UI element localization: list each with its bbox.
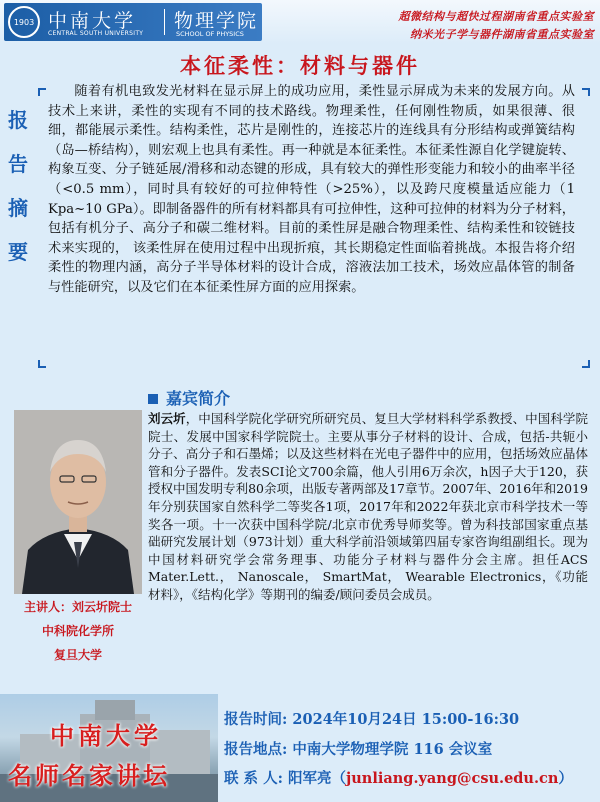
speaker-bio-text: ，中国科学院化学研究所研究员、复旦大学材料科学系教授、中国科学院院士、发展中国家科学院院士。主要从事分子材料的设计、合成，包括-共轭小分子、高分子和石墨烯；以及这些材料在光电子器件中的应用，包括场效应晶体管和分子器件。发表SCI论文700余篇，他人引用6万余次，h因子大于120，获授权中国发明专利80余项，出版专著两部及17章节。2007年、2016年和2019年分别获国家自然科学二等奖各1项，2017年和2022年获北京市科学技术一等奖各一项。十一次获中国科学院/北京市优秀导师奖等。曾为科技部国家重点基础研究发展计划（973计划）重大科学前沿领域第四届专家咨询组副组长。现为中国材料研究学会常务理事、功能分子材料与器件分会主席。担任ACS Mater.Lett.， Nanoscale， SmartMat， Wearable Electronics，《功能材料》，《结构化学》等期刊的编委/顾问委员会成员。 — [148, 411, 588, 602]
speaker-title: 主讲人：刘云圻院士 — [23, 600, 132, 614]
side-char-4: 要 — [8, 240, 28, 264]
abstract-text: 随着有机电致发光材料在显示屏上的成功应用，柔性显示屏成为未来的发展方向。从技术上来讲，柔性的实现有不同的技术路线。物理柔性，任何刚性物质，如果很薄、很细，都能展示柔性。结构柔性，芯片是刚性的，连接芯片的连线具有分形结构或弹簧结构（岛—桥结构），则宏观上也具有柔性。再一种就是本征柔性。本征柔性源自化学键旋转、构象互变、分子链延展/滑移和动态键的形成，具有较大的弹性形变能力和较小的曲率半径（<0.5 mm），同时具有较好的可拉伸特性（>25%），以及跨尺度模量适应能力（1 Kpa~10 GPa）。即制备器件的所有材料都具有可拉伸性，这种可拉伸的材料为分子材料，包括有机分子、高分子和碳二维材料。目前的柔性屏是融合物理柔性、结构柔性和铰链技术来实现的， 该柔性屏在使用过程中出现折痕，其长期稳定性面临着挑战。本报告将介绍柔性的物理内涵，高分子半导体材料的设计合成，溶液法加工技术，场效应晶体管的制备与性能研究，以及它们在本征柔性屏方面的应用探索。 — [48, 84, 575, 295]
side-char-2: 告 — [8, 152, 28, 176]
guest-heading-text: 嘉宾简介 — [166, 389, 231, 408]
school-name-cn: 物理学院 — [174, 10, 259, 32]
contact-email-link[interactable]: junliang.yang@csu.edu.cn — [346, 770, 559, 787]
contact-close: ） — [558, 770, 573, 787]
info-contact — [224, 767, 573, 788]
lecture-series-banner — [0, 694, 218, 802]
university-name-en: CENTRAL SOUTH UNIVERSITY — [48, 30, 144, 37]
bracket-bottom-right — [582, 360, 590, 368]
bracket-bottom-left — [38, 360, 46, 368]
university-seal-icon: 1903 — [8, 6, 40, 38]
logo-divider — [164, 9, 165, 35]
side-char-3: 摘 — [8, 196, 28, 220]
time-value: 2024年10月24日 15:00-16:30 — [292, 711, 520, 728]
place-value: 中南大学物理学院 116 会议室 — [292, 741, 493, 758]
contact-label: 联 系 人: — [224, 770, 283, 787]
guest-heading — [148, 386, 230, 409]
header — [0, 0, 600, 44]
university-name-cn: 中南大学 — [48, 10, 137, 32]
lab-name-1: 超微结构与超快过程湖南省重点实验室 — [398, 10, 594, 23]
speaker-affiliation-1: 中科院化学所 — [41, 624, 114, 638]
speaker-bio — [148, 410, 588, 604]
speaker-affiliation-2: 复旦大学 — [53, 648, 102, 662]
time-label: 报告时间: — [224, 711, 288, 728]
square-bullet-icon — [148, 394, 158, 404]
contact-name: 阳军亮（ — [288, 770, 347, 787]
abstract-side-label — [6, 98, 30, 274]
bracket-top-right — [582, 88, 590, 96]
banner-line-1: 中南大学 — [50, 722, 162, 750]
banner-line-2: 名师名家讲坛 — [8, 762, 170, 790]
info-place — [224, 738, 492, 759]
lab-name-2: 纳米光子学与器件湖南省重点实验室 — [410, 28, 594, 41]
side-char-1: 报 — [8, 108, 28, 132]
place-label: 报告地点: — [224, 741, 288, 758]
speaker-name: 刘云圻 — [148, 411, 186, 426]
school-name-en: SCHOOL OF PHYSICS — [176, 30, 244, 38]
speaker-portrait-icon — [14, 410, 142, 594]
speaker-photo — [14, 410, 142, 594]
info-time — [224, 708, 519, 729]
university-logo-banner — [4, 3, 262, 41]
page-title: 本征柔性：材料与器件 — [180, 54, 420, 78]
bracket-top-left — [38, 88, 46, 96]
